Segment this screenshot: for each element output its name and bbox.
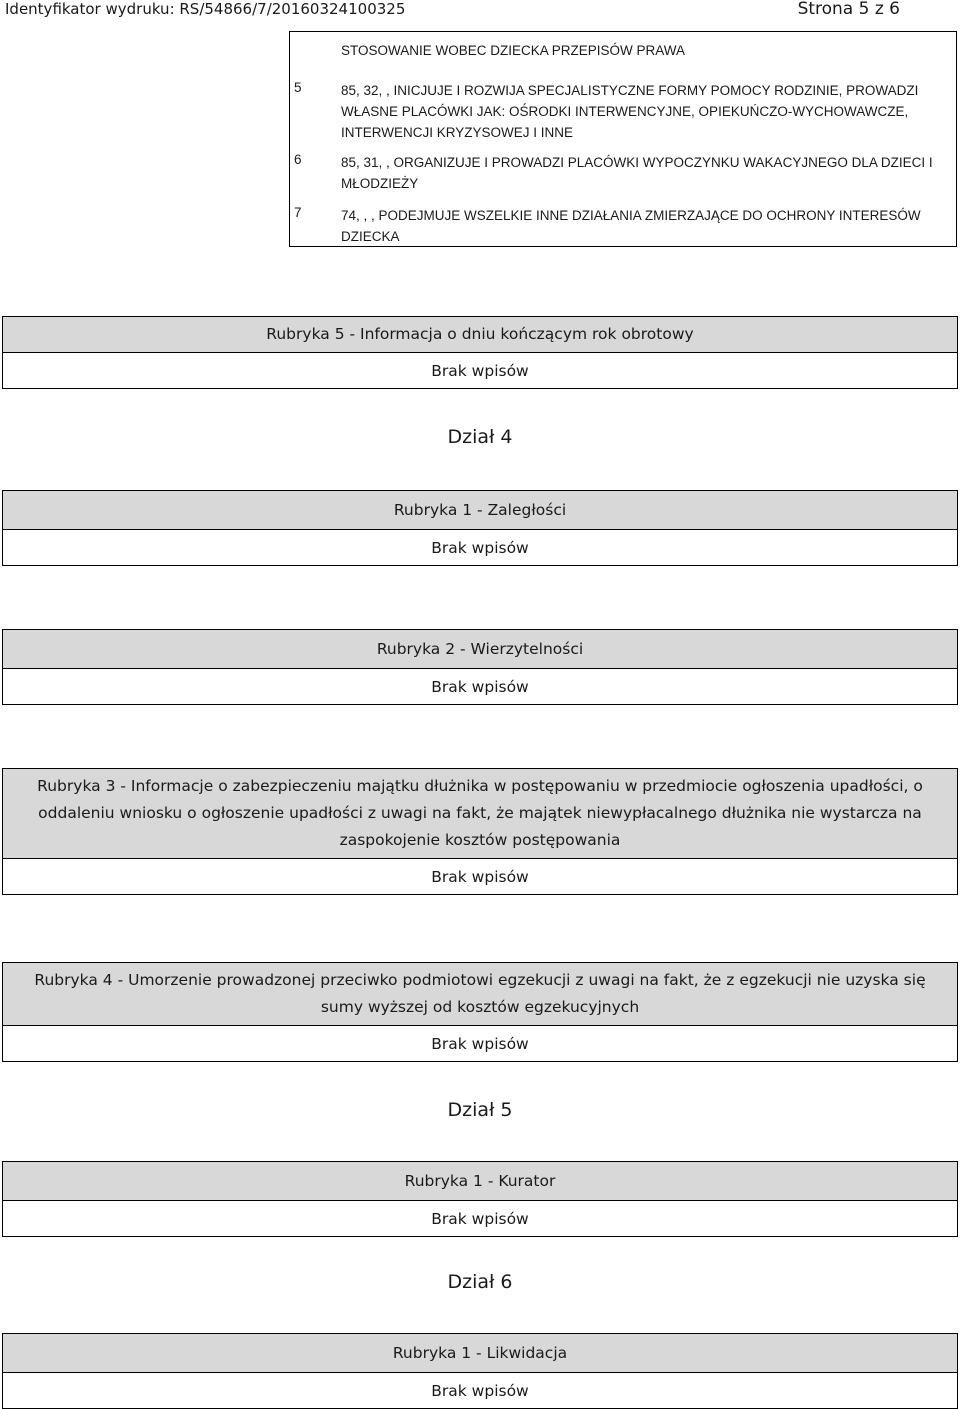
section-title: Rubryka 2 - Wierzytelności xyxy=(2,629,958,669)
section-title: Rubryka 1 - Kurator xyxy=(2,1161,958,1201)
section-rubryka-5 xyxy=(2,316,958,389)
pkd-row-text: 74, , , PODEJMUJE WSZELKIE INNE DZIAŁANIA ZMIERZAJĄCE DO OCHRONY INTERESÓW DZIECKA xyxy=(341,208,921,244)
pkd-table xyxy=(289,31,957,247)
section-body: Brak wpisów xyxy=(2,669,958,705)
section-body: Brak wpisów xyxy=(2,353,958,389)
page-number: Strona 5 z 6 xyxy=(797,0,900,19)
dzial-heading: Dział 4 xyxy=(447,426,513,448)
dzial-heading: Dział 5 xyxy=(447,1099,513,1121)
section-rubryka-1-kurator xyxy=(2,1161,958,1237)
section-rubryka-1-zaleglosci xyxy=(2,490,958,566)
section-title: Rubryka 3 - Informacje o zabezpieczeniu majątku dłużnika w postępowaniu w przedmiocie ogłoszenia upadłości, o oddaleniu wniosku o ogłoszenie upadłości z uwagi na fakt, że majątek niewypłacalnego dłużnika nie wystarcza na zaspokojenie kosztów postępowania xyxy=(2,768,958,859)
section-rubryka-4 xyxy=(2,962,958,1062)
section-rubryka-1-likwidacja xyxy=(2,1333,958,1409)
pkd-row-text: STOSOWANIE WOBEC DZIECKA PRZEPISÓW PRAWA xyxy=(341,43,686,58)
section-rubryka-2-wierzytelnosci xyxy=(2,629,958,705)
section-rubryka-3 xyxy=(2,768,958,895)
pkd-row-number: 6 xyxy=(294,152,302,167)
section-body: Brak wpisów xyxy=(2,859,958,895)
section-body: Brak wpisów xyxy=(2,530,958,566)
section-title: Rubryka 4 - Umorzenie prowadzonej przeciwko podmiotowi egzekucji z uwagi na fakt, że z egzekucji nie uzyska się sumy wyższej od kosztów egzekucyjnych xyxy=(2,962,958,1026)
pkd-row-text: 85, 32, , INICJUJE I ROZWIJA SPECJALISTYCZNE FORMY POMOCY RODZINIE, PROWADZI WŁASNE PLACÓWKI JAK: OŚRODKI INTERWENCYJNE, OPIEKUŃCZO-WYCHOWAWCZE, INTERWENCJI KRYZYSOWEJ I INNE xyxy=(341,83,919,140)
section-title: Rubryka 1 - Likwidacja xyxy=(2,1333,958,1373)
dzial-heading: Dział 6 xyxy=(447,1271,513,1293)
pkd-row-number: 5 xyxy=(294,80,302,95)
pkd-row-text: 85, 31, , ORGANIZUJE I PROWADZI PLACÓWKI WYPOCZYNKU WAKACYJNEGO DLA DZIECI I MŁODZIEŻY xyxy=(341,155,933,191)
pkd-row-number: 7 xyxy=(294,205,302,220)
section-title: Rubryka 5 - Informacja o dniu kończącym rok obrotowy xyxy=(2,316,958,353)
section-title: Rubryka 1 - Zaległości xyxy=(2,490,958,530)
section-body: Brak wpisów xyxy=(2,1201,958,1237)
section-body: Brak wpisów xyxy=(2,1373,958,1409)
section-body: Brak wpisów xyxy=(2,1026,958,1062)
print-identifier: Identyfikator wydruku: RS/54866/7/20160324100325 xyxy=(5,0,406,18)
